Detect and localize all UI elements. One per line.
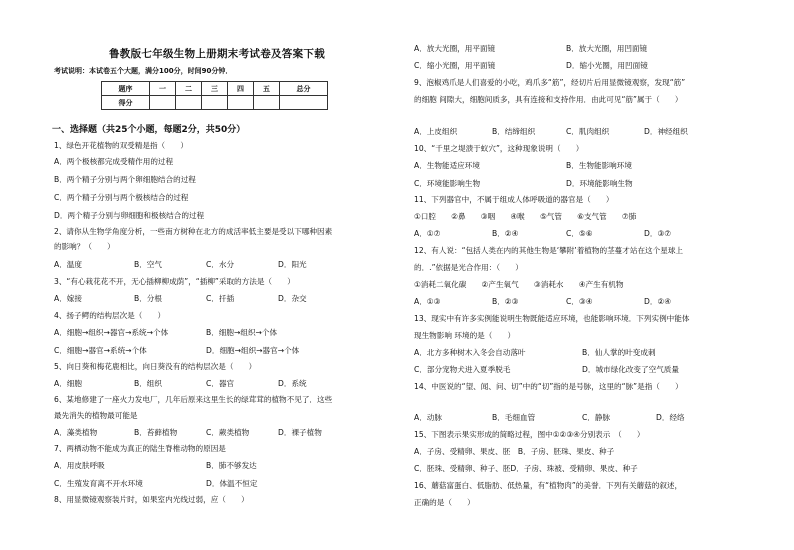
- option: B．毛细血管: [492, 413, 536, 422]
- score-cell: 总分: [280, 82, 328, 96]
- option: D．裸子植物: [278, 428, 322, 437]
- question-14: 14、中医说的“望、闻、问、切”中的“切”指的是号脉，这里的“脉”是指（ ）: [414, 382, 683, 391]
- option: D．系统: [278, 379, 307, 388]
- option: B．两个精子分别与两个卵细胞结合的过程: [54, 175, 196, 184]
- option: B．仙人掌的叶变成刺: [582, 348, 656, 357]
- score-cell-empty: [150, 96, 176, 110]
- score-cell: 三: [202, 82, 228, 96]
- option: A．用皮肤呼吸: [54, 461, 105, 470]
- question-8: 8、用显微镜观察装片时，如果室内光线过弱，应（ ）: [54, 495, 249, 504]
- score-cell-empty: [202, 96, 228, 110]
- score-cell-empty: [176, 96, 202, 110]
- option: D．城市绿化改变了空气质量: [582, 365, 679, 374]
- option: B．分根: [134, 294, 162, 303]
- question-1: 1、绿色开花植物的双受精是指（ ）: [54, 141, 188, 150]
- score-cell: 五: [254, 82, 280, 96]
- option: B．肺不够发达: [206, 461, 257, 470]
- option: D．经络: [656, 413, 685, 422]
- option: D．神经组织: [644, 127, 688, 136]
- question-10: 10、“千里之堤溃于蚁穴”，这种现象说明（ ）: [414, 144, 584, 153]
- option: A．上皮组织: [414, 127, 458, 136]
- option: C．细胞→器官→系统→个体: [54, 346, 147, 355]
- question-7: 7、两栖动物不能成为真正的陆生脊椎动物的原因是: [54, 444, 226, 453]
- page-title: 鲁教版七年级生物上册期末考试卷及答案下载: [109, 48, 325, 60]
- option: B．生物能影响环境: [566, 161, 632, 170]
- option: B．苔藓植物: [134, 428, 178, 437]
- option: A．生物能适应环境: [414, 161, 480, 170]
- score-table: [101, 81, 328, 110]
- score-cell-empty: [280, 96, 328, 110]
- option: D．体温不恒定: [206, 479, 258, 488]
- question-6: 6、某地修建了一座火力发电厂，几年后原来这里生长的绿茸茸的植物不见了．这些: [54, 395, 333, 404]
- option: A．①③: [414, 297, 441, 306]
- option: A．细胞: [54, 379, 82, 388]
- exam-note: 考试说明：本试卷五个大题，满分100分，时间90分钟．: [54, 67, 233, 75]
- option: C．③④: [566, 297, 593, 306]
- option: A．两个极核都完成受精作用的过程: [54, 157, 174, 166]
- option: C．部分宠物犬进入夏季脱毛: [414, 365, 511, 374]
- section-heading: 一、选择题（共25个小题，每题2分，共50分）: [52, 125, 246, 135]
- question-16: 16、蘑菇富蛋白、低脂肪、低热量，有“植物肉”的美誉．下列有关蘑菇的叙述，: [414, 481, 683, 490]
- option: A．①⑦: [414, 229, 441, 238]
- option: A．嫁接: [54, 294, 82, 303]
- question-2: 2、请你从生物学角度分析，一些南方树种在北方的成活率低主要是受以下哪种因素: [54, 227, 333, 236]
- option: A．细胞→组织→器官→系统→个体: [54, 328, 169, 337]
- option: C．肌肉组织: [566, 127, 610, 136]
- score-table-score-row: [102, 96, 328, 110]
- option: B．细胞→组织→个体: [206, 328, 278, 337]
- question-11-items: ①口腔 ②鼻 ③咽 ④喉 ⑤气管 ⑥支气管 ⑦肺: [414, 212, 637, 221]
- score-cell: 二: [176, 82, 202, 96]
- option: B．②④: [492, 229, 519, 238]
- option: C．静脉: [582, 413, 611, 422]
- question-3: 3、“有心栽花花不开，无心插柳柳成荫”，“插柳”采取的方法是（ ）: [54, 277, 295, 286]
- option: A．北方多种树木入冬会自动落叶: [414, 348, 526, 357]
- score-cell: 四: [228, 82, 254, 96]
- option: C．⑤⑥: [566, 229, 593, 238]
- option: C．扦插: [206, 294, 235, 303]
- option: A．温度: [54, 260, 82, 269]
- question-5: 5、向日葵和梅花鹿相比，向日葵没有的结构层次是（ ）: [54, 362, 257, 371]
- question-9-cont: 的细胞 间隙大，细胞间质多，具有连接和支持作用．由此可见“筋”属于（ ）: [414, 95, 683, 104]
- option: C．器官: [206, 379, 235, 388]
- option: D．环境能影响生物: [566, 179, 633, 188]
- score-cell-empty: [228, 96, 254, 110]
- score-cell: 得分: [102, 96, 150, 110]
- option: C．两个精子分别与两个极核结合的过程: [54, 193, 189, 202]
- option: B．空气: [134, 260, 162, 269]
- option: A．藻类植物: [54, 428, 98, 437]
- question-2-cont: 的影响？（ ）: [54, 242, 115, 251]
- option: B．组织: [134, 379, 162, 388]
- option: A．放大光圈，用平面镜: [414, 44, 496, 53]
- question-9: 9、泡椒鸡爪是人们喜爱的小吃，鸡爪多“筋”，经切片后用显微镜观察，发现“筋”: [414, 78, 686, 87]
- option: D．细胞→组织→器官→个体: [206, 346, 300, 355]
- score-table-header-row: [102, 82, 328, 96]
- score-cell: 题序: [102, 82, 150, 96]
- option: C．缩小光圈，用平面镜: [414, 61, 496, 70]
- option: C．蕨类植物: [206, 428, 250, 437]
- question-15: 15、下图表示果实形成的简略过程，图中①②③④分别表示 （ ）: [414, 430, 645, 439]
- score-cell: 一: [150, 82, 176, 96]
- option: D．阳光: [278, 260, 307, 269]
- option: A．动脉: [414, 413, 442, 422]
- option: D．②④: [644, 297, 672, 306]
- option: C．水分: [206, 260, 235, 269]
- question-12: 12、有人说：“包括人类在内的其他生物是‘攀附’着植物的茎蔓才站在这个星球上: [414, 246, 684, 255]
- option: D．两个精子分别与卵细胞和极核结合的过程: [54, 211, 205, 220]
- option: D．③⑦: [644, 229, 672, 238]
- score-cell-empty: [254, 96, 280, 110]
- option: B．结缔组织: [492, 127, 536, 136]
- question-12-items: ①消耗二氧化碳 ②产生氧气 ③消耗水 ④产生有机物: [414, 280, 624, 289]
- question-12-cont: 的．.”依据是光合作用：（ ）: [414, 263, 523, 272]
- question-4: 4、扬子鳄的结构层次是（ ）: [54, 311, 166, 320]
- option: D．缩小光圈，用凹面镜: [566, 61, 648, 70]
- option: C．生殖发育离不开水环境: [54, 479, 143, 488]
- option: C．环境能影响生物: [414, 179, 481, 188]
- option: C．胚珠、受精卵、种子、胚D．子房、珠被、受精卵、果皮、种子: [414, 464, 638, 473]
- question-13: 13、现实中有许多实例能说明生物既能适应环境，也能影响环境．下列实例中能体: [414, 314, 690, 323]
- option: A．子房、受精卵、果皮、胚 B．子房、胚珠、果皮、种子: [414, 447, 615, 456]
- question-16-cont: 正确的是（ ）: [414, 498, 475, 507]
- option: B．放大光圈，用凹面镜: [566, 44, 648, 53]
- option: D．杂交: [278, 294, 307, 303]
- question-13-cont: 现生物影响 环境的是（ ）: [414, 331, 516, 340]
- question-11: 11、下列器官中，不属于组成人体呼吸道的器官是（ ）: [414, 195, 614, 204]
- question-6-cont: 最先消失的植物最可能是: [54, 411, 138, 420]
- option: B．②③: [492, 297, 519, 306]
